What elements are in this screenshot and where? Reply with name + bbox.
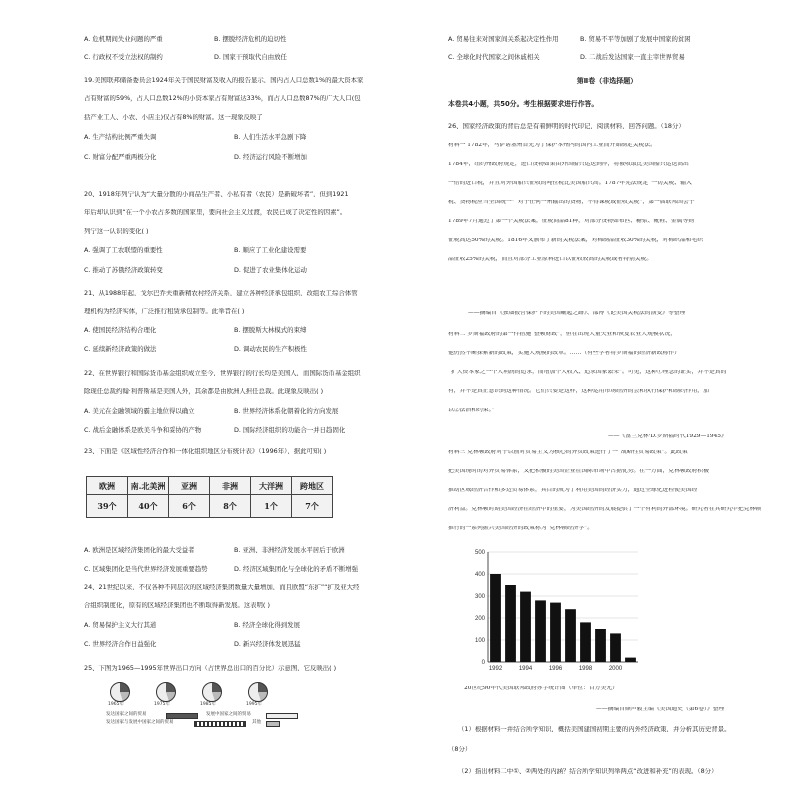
part-description: 本卷共4小题，共50分。考生根据要求进行作答。	[448, 100, 599, 108]
y-tick-label: 300	[474, 594, 485, 600]
option-c: C. 区域集团化是当代世界经济发展重要趋势	[84, 565, 208, 574]
question-20	[84, 191, 402, 273]
table-cell: 1个	[251, 495, 292, 518]
question-text: 20、1918年列宁认为“大量分散的小商品生产者、小私有者（农民）是新破坏者”，但到1921	[84, 191, 349, 198]
pie-1975	[156, 682, 176, 702]
deficit-bar-chart	[448, 546, 648, 674]
question-text: 括产业工人、小农、小店主)仅占有8%的财富。这一现象反映了	[84, 113, 263, 121]
x-tick-label: 1996	[548, 666, 563, 672]
y-tick-label: 500	[474, 550, 485, 556]
table-header: 非洲	[210, 477, 251, 495]
question-text: 除现任总裁约翰·利普斯基是美国人外，其余都是由欧洲人担任总裁。此现象反映出( )	[84, 388, 324, 395]
option-c: C. 推动了苏俄经济政策转变	[84, 265, 163, 274]
option-c: C. 延续新经济政策的做法	[84, 345, 157, 354]
bar-1999	[595, 629, 606, 662]
material-line: 以②法治和约束。”	[448, 408, 495, 413]
material-line: “扩大资本家之一个人利润的追求，而增加个人收入、追求国家繁荣”。可见，这种①理念的证实，并不是真的	[448, 370, 727, 375]
option-d: D. 国际经济组织的功能合一并日趋固化	[234, 426, 346, 435]
pie-1995	[248, 682, 268, 702]
option-a: A. 危机期间失业问题的严重	[84, 35, 163, 43]
option-c: C. 财富分配严重两极分化	[84, 152, 157, 161]
bar-1994	[520, 592, 531, 662]
question-24	[84, 584, 402, 648]
table-cell: 8个	[210, 495, 251, 518]
material-three	[448, 450, 766, 545]
material-line: 材料三 克林顿政府对于以前对贸易主义为核心的外贸政策进行了一“战略性贸易政策”。此政策	[448, 450, 688, 455]
y-tick-label: 100	[474, 638, 485, 644]
question-text: 24、21世纪以来，不仅各种不同层次的区域经济集团数量大量增加，而且欧盟“东扩”“扩及亚大经	[84, 584, 360, 591]
material-line: 推动区域经济合作和多边贸易体系，具目的成为了利用美国的经济实力，通过全球化进程使美国经	[448, 488, 698, 493]
question-text: 合组织制度化，原有的区域经济集团也不断取得新发展。这表明( )	[84, 602, 270, 609]
option-a: A. 美元在金融领域的霸主地位得以确立	[84, 406, 195, 415]
option-d: D. 国家干预取代自由放任	[214, 53, 287, 61]
option-a: A. 使国民经济结构合理化	[84, 325, 157, 334]
chart-source: ——摘编自颜声毅主编《美国通史（第6卷）》整理	[596, 707, 725, 712]
option-a: A. 贸易往来对国家间关系起决定性作用	[448, 35, 559, 43]
legend-swatch	[266, 713, 298, 719]
pie-year-label: 1985年	[200, 702, 216, 707]
option-b: B. 世界经济体系化朝着化的方向发展	[234, 406, 339, 415]
bar-1993	[505, 585, 516, 662]
option-d: D. 经济区域集团化与全球化的矛盾不断增强	[234, 565, 359, 574]
table-cell: 6个	[169, 495, 210, 518]
material-line: 品征收25%的关税，而且对部分工业原料进口以征收较高的关税或者特别关税。	[448, 257, 653, 262]
question-text: 22、在世界银行和国际货币基金组织成立至今，世界银行的行长均是美国人，而国际货币基金组织	[84, 370, 361, 377]
option-b: B. 亚洲、非洲经济发展水平居后于欧洲	[234, 546, 345, 554]
option-d: D. 经济运行风险不断增加	[234, 152, 307, 161]
option-b: B. 摆脱经济危机的迫切性	[214, 35, 287, 43]
y-tick-label: 200	[474, 616, 485, 622]
pie-year-label: 1965年	[108, 702, 124, 707]
question-text: 列宁这一认识的变化( )	[84, 227, 149, 235]
legend-swatch	[266, 721, 280, 727]
option-c: C. 世界经济合作日益强化	[84, 640, 157, 649]
x-tick-label: 1994	[518, 666, 533, 672]
material-source: ——《富兰克林·D.罗斯福时代1929—1945》	[608, 434, 727, 439]
question-25	[84, 665, 402, 671]
bar-1995	[535, 600, 546, 662]
material-line: 有，并不是真正意识到这种情况。它们只要是这样，这种运用市场经济的会和执行保护和制约作用，加	[448, 389, 709, 394]
x-tick-label: 1992	[488, 666, 503, 672]
material-line: 把美国现时的对外贸易体系，又把积极的美国企业在国际市场中占据优势。在一方面，克林顿政府积极	[448, 469, 709, 474]
legend-swatch	[166, 713, 198, 719]
pie-1985	[202, 682, 222, 702]
material-line: 征税高达50%的关税。1816年又颁布了新的关税法案，对棉制品征收30%的关税，对棉织品和毛织	[448, 238, 704, 243]
chart-caption: 20世纪90年代美国联邦政府赤字统计图（单位：百万美元）	[464, 686, 618, 691]
material-line: 推行的一系列振兴美国经济的政策称为“克林顿经济学”。	[448, 526, 594, 531]
pie-year-label: 1995年	[246, 702, 262, 707]
option-b: B. 顺应了工业化建设需要	[234, 246, 307, 255]
y-tick-label: 400	[474, 572, 485, 578]
region-table	[86, 476, 333, 518]
bar-2000	[610, 633, 621, 662]
option-b: B. 摆脱斯大林模式的束缚	[234, 325, 307, 334]
sub-question-2: （2）指出材料二中①、②两处的内涵？结合所学知识列举两点“改进和补充”的表现。（8分）	[458, 768, 718, 775]
option-c: C. 战后金融体系是欧美斗争和妥协的产物	[84, 426, 202, 435]
pie-charts	[106, 682, 336, 742]
question-text: 年后却认识到“在一个小农占多数的国家里，要向社会主义过渡，农民已成了决定性的因素”。	[84, 209, 347, 216]
legend-label: 发达国家之间的贸易	[106, 712, 147, 717]
bar-1992	[490, 574, 501, 662]
question-text: 占有财富的59%，占人口总数12%的小资本家占有财富达33%，而占人口总数87%的广大人口(包	[84, 95, 361, 102]
option-b: B. 经济全球化得到发展	[234, 620, 300, 629]
bar-2001	[625, 658, 636, 662]
material-line: 他仍然不断探索新的政策，实施大规模的改革。……（有些学者将罗斯福的经济新政称作）	[448, 351, 680, 356]
option-a: A. 强调了工农联盟的重要性	[84, 246, 163, 255]
material-one	[448, 143, 766, 276]
x-tick-label: 2000	[608, 666, 623, 672]
material-line: 材料一 1782年，马萨诸塞州首先为了保护本州内的国内工业而开始制定关税法。	[448, 143, 656, 148]
option-a: A. 欧洲是区域经济集团化的最大受益者	[84, 546, 195, 554]
table-cell: 40个	[128, 495, 169, 518]
material-two	[448, 332, 766, 427]
option-d: D. 调动农民的生产积极性	[234, 345, 307, 354]
option-a: A. 贸易保护主义大行其道	[84, 620, 157, 629]
table-header: 跨地区	[292, 477, 333, 495]
x-tick-label: 1998	[578, 666, 593, 672]
question-text: 19.美国联邦储备委员会1924年关于国民财富及收入的报告显示，国内占人口总数1%的最大资本家	[84, 77, 364, 84]
material-line: 济利益。克林顿时期美国经济在经济中的重要，为美国经济的发展提供了一个有利的外部环境。研究者在其研究中把克林顿	[448, 507, 762, 512]
question-text: 23、下面是《区域性经济合作和一体化组织地区分布统计表》（1996年），据此可知( )	[84, 448, 327, 455]
material-line: 1789年7月通过了第一个关税法案，征税商品81种，对部分货物如布匹、糖浆、靴鞋、金属等则	[448, 219, 695, 224]
sub-question-1-score: （8分）	[448, 746, 472, 753]
question-text: 理机构为经济实体，广泛推行租赁承包制等。此举旨在( )	[84, 308, 245, 315]
material-line: 材料二 罗斯福政府的第一件措施“整顿财政”，但在出现大量失业和恢复农业大规模状况，	[448, 332, 677, 337]
table-header: 南.北美洲	[128, 477, 169, 495]
option-b: B. 人们生活水平急剧下降	[234, 133, 307, 142]
pie-1965	[110, 682, 130, 702]
option-b: B. 贸易不平等加剧了发展中国家的贫困	[580, 35, 691, 43]
option-a: A. 生产结构比例严重失调	[84, 133, 157, 142]
table-cell: 39个	[87, 495, 128, 518]
bar-1997	[565, 609, 576, 662]
material-source: ——摘编自《独墙报营保护下的美国崛起之路》、邵博《论美国关税法的演变》等整理	[468, 311, 686, 316]
table-header: 大洋洲	[251, 477, 292, 495]
option-c: C. 全球化时代国家之间休戚相关	[448, 53, 540, 61]
question-26: 26、国家经济政策的背后总是有着鲜明的时代印记，阅读材料，回答问题。（18分）	[448, 123, 685, 130]
pie-year-label: 1975年	[154, 702, 170, 707]
sub-question-1: （1）根据材料一并结合所学知识，概括美国建国初期主要的内外经济政策，并分析其历史背景。	[458, 726, 731, 733]
material-line: 税、货物税应当全国统一”“对于任何一州输出的货物，不得课税或征收关税”，第一届联邦国会于	[448, 200, 695, 205]
question-text: 21、从1988年起，戈尔巴乔夫重新精农村经济关系，建立各种经济承包组织，改组农工综合体管	[84, 290, 358, 297]
table-cell: 7个	[292, 495, 333, 518]
part-title: 第Ⅱ卷（非选择题）	[576, 77, 638, 85]
bar-1998	[580, 622, 591, 662]
y-tick-label: 0	[481, 660, 485, 666]
question-21	[84, 290, 402, 353]
legend-label: 发达国家与发展中国家之间的贸易	[106, 720, 174, 725]
legend-swatch	[194, 721, 246, 727]
question-23-options	[84, 547, 402, 573]
option-d: D. 促进了农业集体化运动	[234, 265, 307, 274]
question-text: 25、下图为1965—1995年世界出口方向（占世界总出口的百分比）示意图，它反映出( )	[84, 665, 337, 672]
table-header: 亚洲	[169, 477, 210, 495]
question-19	[84, 77, 402, 160]
bar-1996	[550, 603, 561, 662]
table-header: 欧洲	[87, 477, 128, 495]
legend-label: 发展中国家之间的贸易	[206, 712, 251, 717]
legend-label: 其他	[252, 720, 261, 725]
question-23	[84, 448, 402, 454]
option-c: C. 行政权不受立法权的制约	[84, 53, 163, 61]
material-line: 1784年，纽约州政府规定，进口货物如果由外国船只运送到岸，将被收取比美国船只运送高出	[448, 162, 689, 167]
option-d: D. 二战后发达国家一直主宰世界贸易	[580, 53, 685, 61]
question-22	[84, 370, 402, 434]
option-d: D. 新兴经济体发展迅猛	[234, 640, 301, 649]
material-line: 一倍的进口税，并且对外国船只征收的吨位税比美国船只高。1787年宪法规定“一切关税、输入	[448, 181, 692, 186]
